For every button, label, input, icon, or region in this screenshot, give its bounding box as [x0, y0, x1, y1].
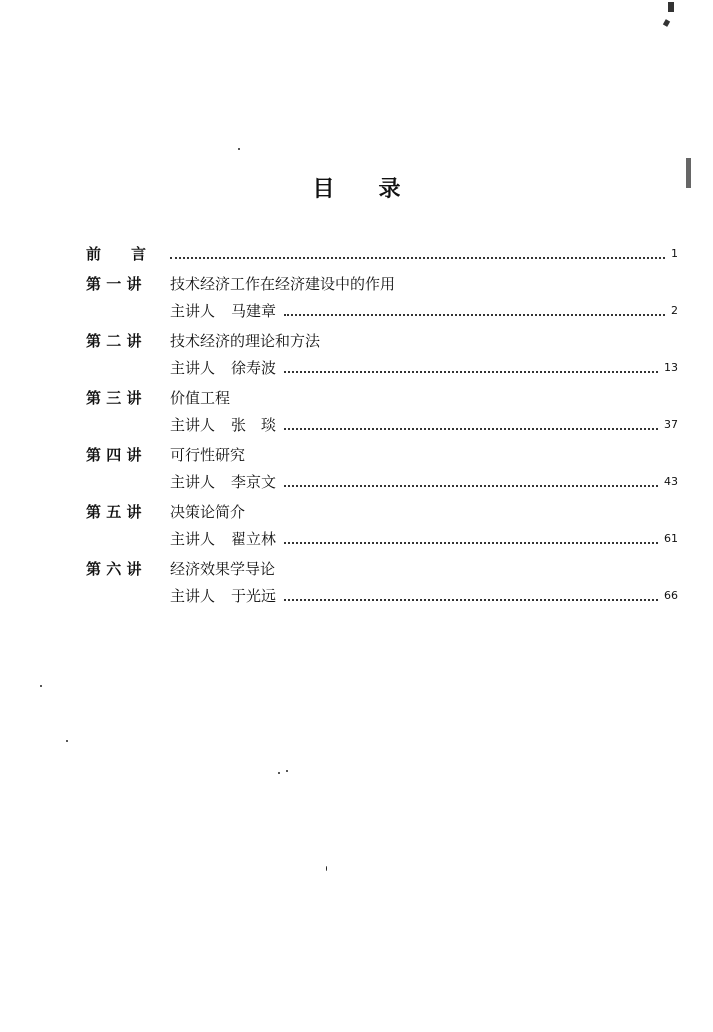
lecture-subject: 技术经济工作在经济建设中的作用	[170, 275, 396, 293]
toc-entry-lecture-6[interactable]	[86, 555, 678, 582]
speaker-label: 主讲人	[170, 302, 216, 320]
preface-char-1: 前	[86, 245, 102, 263]
toc-entry-lecture-1[interactable]	[86, 270, 678, 297]
lecture-label: 第 三 讲	[86, 389, 142, 407]
page-number: 1	[671, 247, 678, 260]
dot-leader	[170, 257, 665, 259]
speaker-label: 主讲人	[170, 416, 216, 434]
speaker-name: 马建章	[231, 302, 277, 320]
speaker-label: 主讲人	[170, 530, 216, 548]
lecture-subject: 价值工程	[170, 389, 231, 407]
page-number: 2	[671, 304, 678, 317]
scan-speck	[278, 772, 280, 774]
lecture-subject: 决策论简介	[170, 503, 246, 521]
toc-entry-lecture-3[interactable]	[86, 384, 678, 411]
toc-speaker-line-6[interactable]	[86, 582, 678, 609]
speaker-label: 主讲人	[170, 359, 216, 377]
scan-mark-right-edge	[686, 158, 691, 188]
scan-speck	[286, 770, 288, 772]
speaker-label: 主讲人	[170, 473, 216, 491]
scan-speck	[66, 740, 68, 742]
toc-speaker-line-3[interactable]	[86, 411, 678, 438]
lecture-label: 第 二 讲	[86, 332, 142, 350]
lecture-label: 第 五 讲	[86, 503, 142, 521]
scan-mark-top-right-2	[663, 19, 670, 27]
toc-speaker-line-2[interactable]	[86, 354, 678, 381]
lecture-subject: 技术经济的理论和方法	[170, 332, 321, 350]
page-number: 43	[664, 475, 678, 488]
preface-char-2: 言	[131, 245, 147, 263]
scan-mark-top-right	[668, 2, 674, 12]
toc-entry-lecture-2[interactable]	[86, 327, 678, 354]
lecture-subject: 经济效果学导论	[170, 560, 276, 578]
speaker-name: 李京文	[231, 473, 277, 491]
speaker-label: 主讲人	[170, 587, 216, 605]
toc-entry-lecture-5[interactable]	[86, 498, 678, 525]
toc-speaker-line-4[interactable]	[86, 468, 678, 495]
dot-leader	[284, 314, 665, 316]
title-char-1: 目	[312, 176, 335, 202]
toc-entry-lecture-4[interactable]	[86, 441, 678, 468]
speaker-name: 徐寿波	[231, 359, 277, 377]
lecture-label: 第 六 讲	[86, 560, 142, 578]
page-number: 61	[664, 532, 678, 545]
scan-speck	[40, 685, 42, 687]
page-title	[0, 172, 713, 203]
speaker-name: 张 琰	[231, 416, 277, 434]
page-number: 66	[664, 589, 678, 602]
title-char-2: 录	[378, 176, 401, 202]
page-number: 13	[664, 361, 678, 374]
lecture-label: 第 四 讲	[86, 446, 142, 464]
lecture-label: 第 一 讲	[86, 275, 142, 293]
toc-speaker-line-5[interactable]	[86, 525, 678, 552]
toc-speaker-line-1[interactable]	[86, 297, 678, 324]
speaker-name: 翟立林	[231, 530, 277, 548]
dot-leader	[284, 428, 658, 430]
dot-leader	[284, 599, 658, 601]
scan-speck	[326, 866, 327, 871]
speaker-name: 于光远	[231, 587, 277, 605]
page-number: 37	[664, 418, 678, 431]
scan-speck	[238, 148, 240, 150]
dot-leader	[284, 485, 658, 487]
lecture-subject: 可行性研究	[170, 446, 246, 464]
dot-leader	[284, 371, 658, 373]
toc-entry-preface[interactable]	[86, 240, 678, 267]
preface-label	[86, 243, 170, 264]
table-of-contents	[86, 240, 678, 609]
dot-leader	[284, 542, 658, 544]
